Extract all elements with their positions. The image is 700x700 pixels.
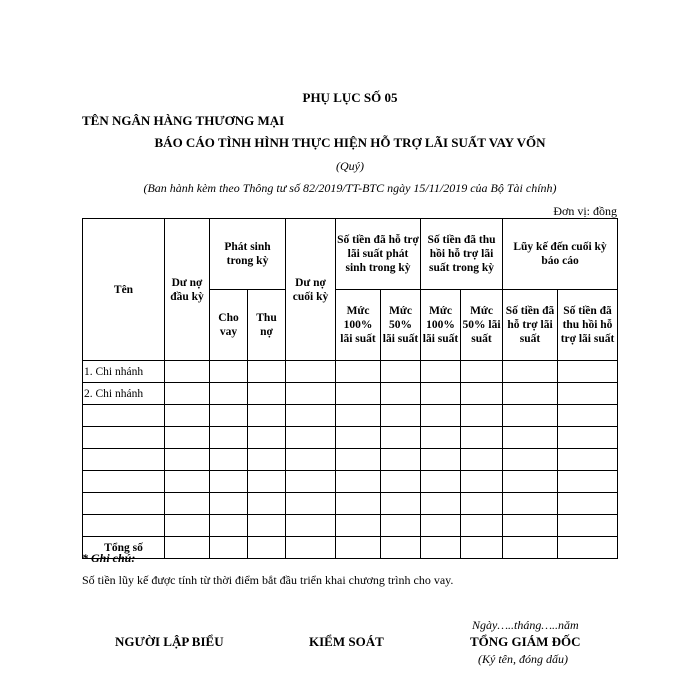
table-cell bbox=[381, 427, 421, 449]
table-cell bbox=[286, 383, 336, 405]
table-cell bbox=[165, 427, 210, 449]
table-cell bbox=[210, 515, 248, 537]
table-cell bbox=[248, 427, 286, 449]
header-rate-100-recovered: Mức 100% lãi suất bbox=[421, 290, 461, 361]
signature-preparer: NGƯỜI LẬP BIỂU bbox=[115, 634, 224, 649]
table-row bbox=[83, 383, 618, 405]
report-table bbox=[82, 218, 618, 559]
table-row bbox=[83, 405, 618, 427]
table-cell bbox=[336, 449, 381, 471]
total-row bbox=[83, 537, 618, 559]
header-cumulative: Lũy kế đến cuối kỳ báo cáo bbox=[503, 219, 618, 290]
appendix-label: PHỤ LỤC SỐ 05 bbox=[302, 90, 398, 105]
table-cell bbox=[503, 361, 558, 383]
signature-director: TỔNG GIÁM ĐỐC bbox=[470, 634, 581, 649]
table-cell bbox=[503, 493, 558, 515]
row-label bbox=[83, 515, 165, 537]
table-cell bbox=[165, 537, 210, 559]
table-cell bbox=[286, 471, 336, 493]
date-line: Ngày…..tháng…..năm bbox=[472, 618, 579, 632]
row-label bbox=[83, 471, 165, 493]
table-cell bbox=[210, 427, 248, 449]
table-cell bbox=[461, 471, 503, 493]
row-label: 1. Chi nhánh bbox=[83, 361, 165, 383]
table-cell bbox=[503, 471, 558, 493]
table-cell bbox=[421, 383, 461, 405]
table-cell bbox=[421, 427, 461, 449]
table-cell bbox=[461, 515, 503, 537]
table-cell bbox=[421, 405, 461, 427]
table-cell bbox=[381, 515, 421, 537]
table-cell bbox=[558, 515, 618, 537]
table-cell bbox=[248, 515, 286, 537]
report-period: (Quý) bbox=[336, 159, 364, 173]
table-cell bbox=[286, 427, 336, 449]
table-cell bbox=[210, 537, 248, 559]
table-cell bbox=[381, 361, 421, 383]
table-cell bbox=[210, 361, 248, 383]
header-cum-recovered: Số tiền đã thu hồi hỗ trợ lãi suất bbox=[558, 290, 618, 361]
table-cell bbox=[503, 427, 558, 449]
row-label: 2. Chi nhánh bbox=[83, 383, 165, 405]
table-cell bbox=[336, 471, 381, 493]
signature-director-note: (Ký tên, đóng dấu) bbox=[478, 652, 568, 666]
table-cell bbox=[165, 405, 210, 427]
table-cell bbox=[461, 449, 503, 471]
table-cell bbox=[381, 471, 421, 493]
table-cell bbox=[421, 537, 461, 559]
row-label bbox=[83, 405, 165, 427]
table-cell bbox=[558, 405, 618, 427]
table-cell bbox=[381, 493, 421, 515]
header-rate-100: Mức 100% lãi suất bbox=[336, 290, 381, 361]
table-cell bbox=[381, 405, 421, 427]
table-cell bbox=[461, 383, 503, 405]
table-cell bbox=[210, 449, 248, 471]
header-closing-balance: Dư nợ cuối kỳ bbox=[286, 219, 336, 361]
table-cell bbox=[165, 361, 210, 383]
total-label: Tổng số bbox=[83, 537, 165, 559]
table-cell bbox=[210, 405, 248, 427]
table-cell bbox=[286, 537, 336, 559]
table-cell bbox=[421, 361, 461, 383]
table-cell bbox=[248, 493, 286, 515]
table-cell bbox=[558, 449, 618, 471]
table-cell bbox=[503, 405, 558, 427]
table-cell bbox=[165, 471, 210, 493]
table-row bbox=[83, 471, 618, 493]
table-cell bbox=[165, 383, 210, 405]
table-row bbox=[83, 493, 618, 515]
table-cell bbox=[210, 471, 248, 493]
table-cell bbox=[461, 405, 503, 427]
issuance-note: (Ban hành kèm theo Thông tư số 82/2019/TT-BTC ngày 15/11/2019 của Bộ Tài chính) bbox=[143, 181, 557, 195]
table-cell bbox=[461, 427, 503, 449]
table-cell bbox=[503, 515, 558, 537]
note-title: * Ghi chú: bbox=[82, 551, 136, 565]
table-cell bbox=[286, 493, 336, 515]
signature-controller: KIỂM SOÁT bbox=[309, 634, 384, 649]
row-label bbox=[83, 493, 165, 515]
header-cum-supported: Số tiền đã hỗ trợ lãi suất bbox=[503, 290, 558, 361]
table-cell bbox=[210, 383, 248, 405]
header-support-paid: Số tiền đã hỗ trợ lãi suất phát sinh trong kỳ bbox=[336, 219, 421, 290]
table-cell bbox=[461, 537, 503, 559]
table-row bbox=[83, 361, 618, 383]
header-opening-balance: Dư nợ đầu kỳ bbox=[165, 219, 210, 361]
table-cell bbox=[286, 405, 336, 427]
table-row bbox=[83, 515, 618, 537]
table-row bbox=[83, 449, 618, 471]
table-cell bbox=[558, 383, 618, 405]
bank-name: TÊN NGÂN HÀNG THƯƠNG MẠI bbox=[82, 113, 285, 128]
table-cell bbox=[165, 515, 210, 537]
table-cell bbox=[381, 449, 421, 471]
table-cell bbox=[421, 471, 461, 493]
table-cell bbox=[165, 449, 210, 471]
currency-unit: Đơn vị: đồng bbox=[553, 204, 617, 218]
header-lending: Cho vay bbox=[210, 290, 248, 361]
table-cell bbox=[461, 361, 503, 383]
table-cell bbox=[248, 405, 286, 427]
table-cell bbox=[336, 515, 381, 537]
table-cell bbox=[336, 405, 381, 427]
table-cell bbox=[286, 515, 336, 537]
table-cell bbox=[336, 427, 381, 449]
table-cell bbox=[558, 493, 618, 515]
table-cell bbox=[421, 493, 461, 515]
note-text: Số tiền lũy kế được tính từ thời điểm bắt đầu triển khai chương trình cho vay. bbox=[82, 573, 454, 587]
table-cell bbox=[461, 493, 503, 515]
table-cell bbox=[210, 493, 248, 515]
table-cell bbox=[503, 449, 558, 471]
report-title: BÁO CÁO TÌNH HÌNH THỰC HIỆN HỖ TRỢ LÃI SUẤT VAY VỐN bbox=[154, 135, 546, 150]
table-cell bbox=[336, 537, 381, 559]
table-cell bbox=[248, 471, 286, 493]
table-cell bbox=[248, 361, 286, 383]
row-label bbox=[83, 427, 165, 449]
table-row bbox=[83, 427, 618, 449]
table-cell bbox=[248, 449, 286, 471]
table-cell bbox=[165, 493, 210, 515]
table-cell bbox=[558, 471, 618, 493]
table-cell bbox=[248, 537, 286, 559]
header-arising: Phát sinh trong kỳ bbox=[210, 219, 286, 290]
table-cell bbox=[421, 515, 461, 537]
table-cell bbox=[558, 427, 618, 449]
table-cell bbox=[381, 383, 421, 405]
header-recovered: Số tiền đã thu hồi hỗ trợ lãi suất trong kỳ bbox=[421, 219, 503, 290]
table-cell bbox=[336, 361, 381, 383]
row-label bbox=[83, 449, 165, 471]
header-collection: Thu nợ bbox=[248, 290, 286, 361]
table-cell bbox=[558, 537, 618, 559]
table-cell bbox=[381, 537, 421, 559]
table-cell bbox=[336, 493, 381, 515]
header-rate-50-recovered: Mức 50% lãi suất bbox=[461, 290, 503, 361]
header-name: Tên bbox=[83, 219, 165, 361]
table-cell bbox=[558, 361, 618, 383]
table-cell bbox=[286, 449, 336, 471]
table-cell bbox=[286, 361, 336, 383]
table-cell bbox=[503, 383, 558, 405]
header-rate-50: Mức 50% lãi suất bbox=[381, 290, 421, 361]
table-cell bbox=[503, 537, 558, 559]
table-cell bbox=[421, 449, 461, 471]
header-row-1 bbox=[83, 219, 618, 290]
table-cell bbox=[336, 383, 381, 405]
table-cell bbox=[248, 383, 286, 405]
